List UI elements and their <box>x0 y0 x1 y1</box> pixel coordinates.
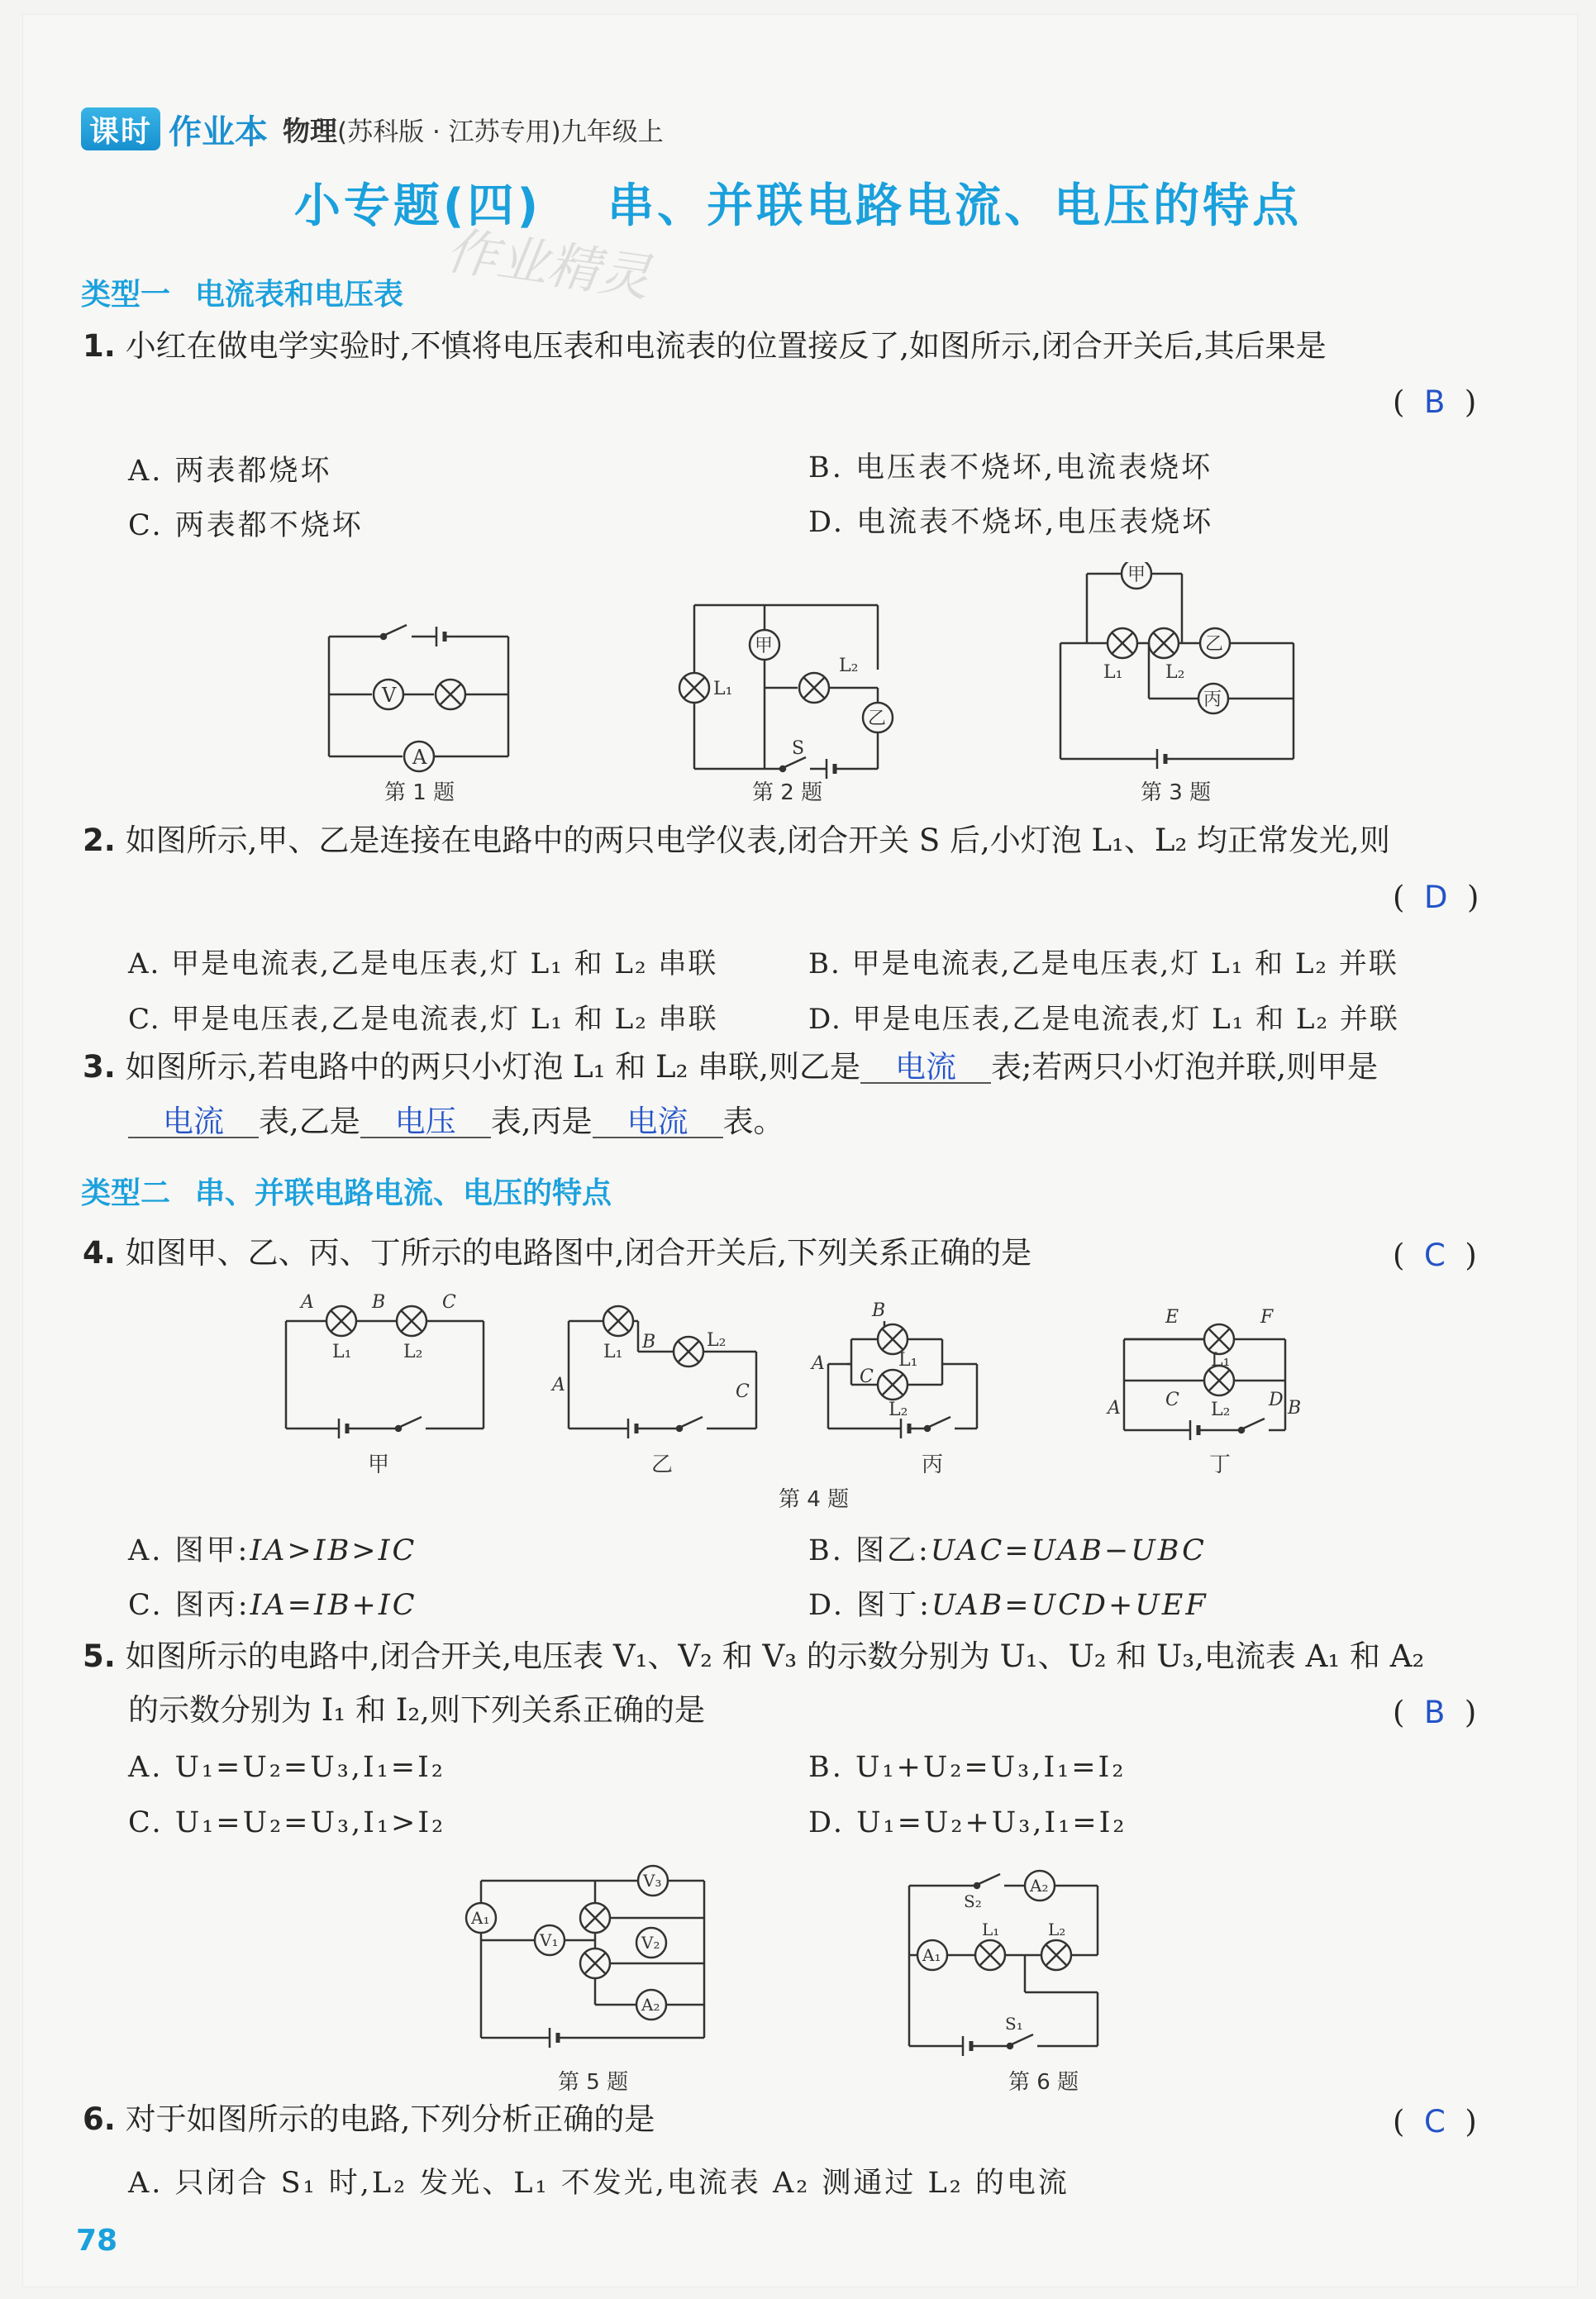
q5-option-b: B. U₁+U₂=U₃,I₁=I₂ <box>808 1751 1127 1784</box>
book-brand: 作业本 <box>169 112 269 151</box>
section-heading-2: 类型二 串、并联电路电流、电压的特点 <box>81 1176 612 1210</box>
circuit-figure-2 <box>679 605 893 779</box>
page-number: 78 <box>76 2224 118 2258</box>
label-V3-5: V₃ <box>643 1871 662 1891</box>
label-yi-3: 乙 <box>1205 634 1224 655</box>
caption-3: 第 3 题 <box>1141 780 1212 805</box>
fig4-name-yi: 乙 <box>651 1452 674 1477</box>
label-V1-5: V₁ <box>540 1930 559 1950</box>
q1-option-a: A. 两表都烧坏 <box>128 455 332 488</box>
q3-blank-4[interactable]: 电流 <box>593 1106 723 1138</box>
label-L2: L₂ <box>839 656 859 676</box>
label-L1: L₁ <box>713 679 733 699</box>
lamp-L2-bing: L₂ <box>889 1400 908 1420</box>
label-A: A <box>412 746 427 769</box>
q4-option-a: A. 图甲:IA>IB>IC <box>128 1534 417 1567</box>
figures-1-3 <box>314 562 1322 810</box>
question-3-line-2: 电流 表,乙是 电压 表,丙是 电流 表。 <box>128 1106 784 1138</box>
answer-bracket-5: ( B ) <box>1393 1695 1477 1730</box>
label-jia: 甲 <box>755 636 774 656</box>
q1-option-b: B. 电压表不烧坏,电流表烧坏 <box>808 451 1213 484</box>
caption-4: 第 4 题 <box>779 1487 850 1512</box>
book-header <box>81 106 664 152</box>
q4-option-c: C. 图丙:IA=IB+IC <box>128 1589 417 1622</box>
label-A1-6: A₁ <box>922 1945 941 1965</box>
lamp-L2-yi: L₂ <box>707 1330 727 1351</box>
answer-bracket-4: ( C ) <box>1393 1238 1477 1273</box>
lamp-L2-jia: L₂ <box>403 1342 423 1362</box>
label-A2-6: A₂ <box>1030 1876 1049 1896</box>
circuit-figure-5 <box>466 1866 704 2048</box>
label-A2-5: A₂ <box>641 1995 660 2015</box>
pt-B-bing: B <box>872 1300 886 1321</box>
question-3: 3. 如图所示,若电路中的两只小灯泡 L₁ 和 L₂ 串联,则乙是 电流 表;若两只小灯泡并联,则甲是 <box>83 1049 1379 1085</box>
caption-1: 第 1 题 <box>384 780 455 805</box>
caption-5: 第 5 题 <box>558 2070 629 2095</box>
label-S: S <box>792 738 805 759</box>
lamp-L2-ding: L₂ <box>1211 1400 1231 1420</box>
label-V: V <box>382 684 397 707</box>
q5-option-a: A. U₁=U₂=U₃,I₁=I₂ <box>128 1751 445 1784</box>
question-5-line-2: 的示数分别为 I₁ 和 I₂,则下列关系正确的是 <box>128 1692 705 1728</box>
q1-option-c: C. 两表都不烧坏 <box>128 509 364 542</box>
lamp-L1-jia: L₁ <box>332 1342 352 1362</box>
label-S2-6: S₂ <box>964 1891 982 1911</box>
label-V2-5: V₂ <box>641 1933 660 1953</box>
question-6: 6. 对于如图所示的电路,下列分析正确的是 <box>83 2101 655 2137</box>
question-1: 1. 小红在做电学实验时,不慎将电压表和电流表的位置接反了,如图所示,闭合开关后,其后果是 <box>83 328 1327 364</box>
book-logo: 课时 <box>81 107 160 150</box>
circuit-4-yi <box>569 1306 756 1438</box>
label-L2-3: L₂ <box>1165 662 1185 683</box>
q2-option-b: B. 甲是电流表,乙是电压表,灯 L₁ 和 L₂ 并联 <box>808 947 1398 980</box>
pt-B-yi: B <box>642 1332 656 1352</box>
label-bing-3: 丙 <box>1203 689 1222 710</box>
q3-blank-1[interactable]: 电流 <box>860 1052 991 1084</box>
book-subject: 物理(苏科版 · 江苏专用)九年级上 <box>283 114 664 147</box>
q5-option-c: C. U₁=U₂=U₃,I₁>I₂ <box>128 1806 446 1839</box>
fig4-name-jia: 甲 <box>368 1452 390 1477</box>
pt-D-ding: D <box>1269 1390 1284 1410</box>
q5-option-d: D. U₁=U₂+U₃,I₁=I₂ <box>808 1806 1127 1839</box>
watermark: 作业精灵 <box>442 220 655 308</box>
q4-option-b: B. 图乙:UAC=UAB−UBC <box>808 1534 1207 1567</box>
caption-6: 第 6 题 <box>1008 2070 1079 2095</box>
lamp-L1-bing: L₁ <box>898 1350 918 1371</box>
pt-B-ding: B <box>1288 1398 1302 1419</box>
answer-bracket-1: ( B ) <box>1393 384 1477 420</box>
pt-A-jia: A <box>301 1292 314 1313</box>
label-L1-6: L₁ <box>982 1920 1000 1939</box>
question-2: 2. 如图所示,甲、乙是连接在电路中的两只电学仪表,闭合开关 S 后,小灯泡 L₁、L₂ 均正常发光,则 <box>83 823 1390 858</box>
answer-bracket-2: ( D ) <box>1393 880 1479 915</box>
circuit-4-ding <box>1124 1324 1285 1440</box>
q1-option-d: D. 电流表不烧坏,电压表烧坏 <box>808 506 1214 539</box>
fig4-name-ding: 丁 <box>1209 1452 1232 1477</box>
q4-option-d: D. 图丁:UAB=UCD+UEF <box>808 1589 1208 1622</box>
circuit-figure-1 <box>329 625 508 771</box>
pt-C-bing: C <box>860 1367 874 1387</box>
pt-A-yi: A <box>552 1375 565 1395</box>
pt-E-ding: E <box>1165 1307 1179 1328</box>
pt-A-ding: A <box>1108 1398 1121 1419</box>
q2-option-a: A. 甲是电流表,乙是电压表,灯 L₁ 和 L₂ 串联 <box>128 947 718 980</box>
fig4-name-bing: 丙 <box>922 1452 944 1477</box>
pt-A-bing: A <box>812 1353 825 1374</box>
q3-blank-3[interactable]: 电压 <box>360 1106 491 1138</box>
label-jia-3: 甲 <box>1127 565 1146 585</box>
section-heading-1: 类型一 电流表和电压表 <box>81 278 404 312</box>
pt-B-jia: B <box>372 1292 386 1313</box>
figures-5-6 <box>446 1856 1174 2104</box>
pt-C-ding: C <box>1165 1390 1179 1410</box>
label-S1-6: S₁ <box>1005 2014 1023 2034</box>
page-title: 小专题(四) 串、并联电路电流、电压的特点 <box>293 179 1303 233</box>
lamp-L1-ding: L₁ <box>1211 1350 1231 1371</box>
pt-C-yi: C <box>736 1381 750 1402</box>
q3-blank-2[interactable]: 电流 <box>128 1106 259 1138</box>
figures-4 <box>273 1290 1347 1513</box>
q6-option-a: A. 只闭合 S₁ 时,L₂ 发光、L₁ 不发光,电流表 A₂ 测通过 L₂ 的电流 <box>128 2167 1070 2200</box>
circuit-4-jia <box>286 1306 484 1438</box>
label-yi: 乙 <box>868 708 887 729</box>
circuit-4-bing <box>828 1321 977 1438</box>
label-L2-6: L₂ <box>1048 1920 1066 1939</box>
caption-2: 第 2 题 <box>752 780 823 805</box>
question-5: 5. 如图所示的电路中,闭合开关,电压表 V₁、V₂ 和 V₃ 的示数分别为 U₁、U₂ 和 U₃,电流表 A₁ 和 A₂ <box>83 1638 1425 1674</box>
label-A1-5: A₁ <box>471 1908 490 1928</box>
pt-F-ding: F <box>1260 1307 1274 1328</box>
pt-C-jia: C <box>442 1292 456 1313</box>
q2-option-d: D. 甲是电压表,乙是电流表,灯 L₁ 和 L₂ 并联 <box>808 1003 1399 1036</box>
question-4: 4. 如图甲、乙、丙、丁所示的电路图中,闭合开关后,下列关系正确的是 <box>83 1235 1032 1271</box>
lamp-L1-yi: L₁ <box>603 1342 623 1362</box>
q2-option-c: C. 甲是电压表,乙是电流表,灯 L₁ 和 L₂ 串联 <box>128 1003 718 1036</box>
answer-bracket-6: ( C ) <box>1393 2104 1477 2139</box>
label-L1-3: L₁ <box>1103 662 1123 683</box>
